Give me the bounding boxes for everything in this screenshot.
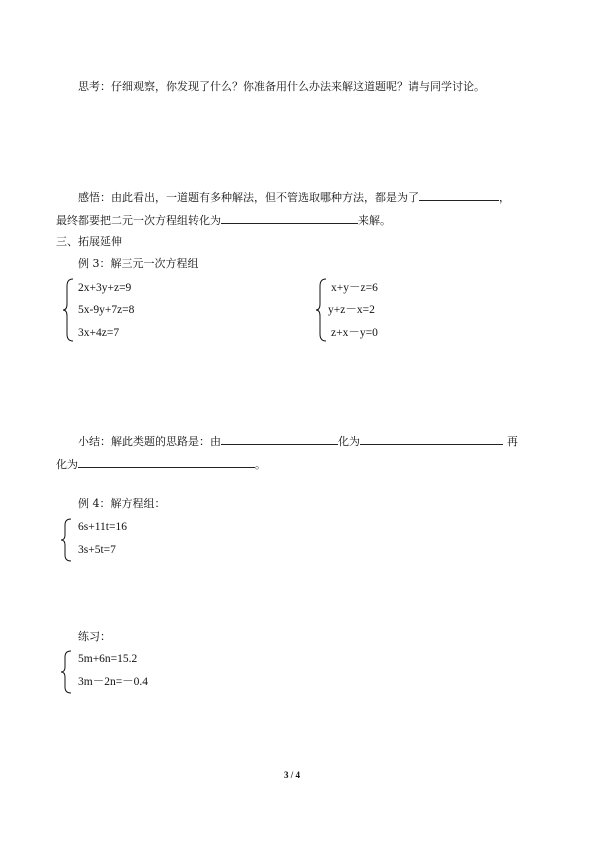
summary-line2-prefix: 化为 xyxy=(56,458,78,471)
insight-line2-suffix: 来解。 xyxy=(358,214,391,227)
insight-blank-2[interactable] xyxy=(221,212,358,224)
example-3-label: 例 3：解三元一次方程组 xyxy=(78,257,199,270)
example-4-label: 例 4：解方程组： xyxy=(78,497,166,510)
summary-blank-2[interactable] xyxy=(360,433,503,445)
summary-prefix: 小结：解此类题的思路是：由 xyxy=(78,435,221,448)
system1-eq-3: 3x+4z=7 xyxy=(78,327,120,339)
summary-suffix: 再 xyxy=(507,435,518,448)
brace-example-4 xyxy=(60,518,72,562)
think-text: 思考：仔细观察，你发现了什么？你准备用什么办法来解这道题呢？请与同学讨论。 xyxy=(78,80,485,93)
system2-eq-1: x+y－z=6 xyxy=(331,282,378,294)
system2-eq-3: z+x－y=0 xyxy=(331,327,378,339)
brace-practice xyxy=(60,650,72,694)
insight-line2-prefix: 最终都要把二元一次方程组转化为 xyxy=(56,214,221,227)
practice-eq-1: 5m+6n=15.2 xyxy=(78,653,138,665)
insight-line-1 xyxy=(78,189,510,205)
example4-eq-1: 6s+11t=16 xyxy=(78,521,127,533)
page-number: 3 / 4 xyxy=(284,770,301,780)
practice-label: 练习： xyxy=(78,630,111,643)
section-3-title: 三、拓展延伸 xyxy=(56,235,122,248)
insight-blank-1[interactable] xyxy=(419,189,499,201)
summary-middle: 化为 xyxy=(338,435,360,448)
brace-system-1 xyxy=(62,278,74,342)
practice-eq-2: 3m－2n=－0.4 xyxy=(78,676,149,688)
insight-line-2 xyxy=(56,212,391,228)
system1-eq-2: 5x-9y+7z=8 xyxy=(78,304,135,316)
brace-system-2 xyxy=(315,278,327,342)
example4-eq-2: 3s+5t=7 xyxy=(78,544,116,556)
insight-line1-suffix: ， xyxy=(499,191,510,204)
summary-line-1 xyxy=(78,433,518,449)
system2-eq-2: y+z－x=2 xyxy=(328,304,375,316)
insight-line1-prefix: 感悟：由此看出，一道题有多种解法，但不管选取哪种方法，都是为了 xyxy=(78,191,419,204)
summary-line2-suffix: 。 xyxy=(255,458,266,471)
summary-blank-1[interactable] xyxy=(221,433,338,445)
summary-line-2 xyxy=(56,456,266,472)
system1-eq-1: 2x+3y+z=9 xyxy=(78,282,132,294)
summary-blank-3[interactable] xyxy=(78,456,255,468)
